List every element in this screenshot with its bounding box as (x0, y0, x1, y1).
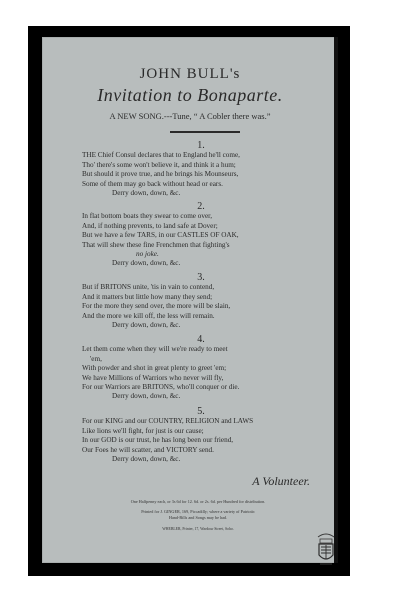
stanza-line: For our KING and our COUNTRY, RELIGION and LAWS (82, 417, 254, 426)
footer-price: One Halfpenny each, or 3s 6d for 12. 6d. or 2s. 6d. per Hundred for distribution. (130, 499, 266, 504)
title-rule (170, 131, 240, 133)
song-subtitle: A NEW SONG.---Tune, “ A Cobler there was.” (109, 111, 271, 121)
stanza-line: With powder and shot in great plenty to greet 'em; (82, 364, 227, 373)
stanza-line: And the more we kill off, the less will remain. (82, 311, 215, 320)
title-line-2: Invitation to Bonaparte. (97, 85, 283, 105)
stanza-line: Tho' there's some won't believe it, and think it a hum; (82, 160, 236, 169)
stanza-2 (82, 202, 320, 269)
stanza-line: THE Chief Consul declares that to England he'll come, (82, 151, 240, 160)
stanza-refrain: Derry down, down, &c. (112, 392, 181, 401)
stanza-number: 1. (197, 140, 205, 151)
footer-printer: Printed for J. GINGER, 169, Piccadilly; where a variety of Patriotic (141, 509, 255, 514)
stanza-line: Our Foes he will scatter, and VICTORY send. (82, 445, 214, 454)
stanza-line: For the more they send over, the more will be slain, (82, 302, 231, 311)
stanza-3 (82, 273, 320, 330)
title-line-1: JOHN BULL's (139, 66, 241, 82)
stanza-number: 5. (197, 406, 205, 417)
stanza-refrain: Derry down, down, &c. (112, 259, 181, 268)
stanza-line: And, if nothing prevents, to land safe at Dover; (82, 221, 218, 230)
library-stamp-icon (314, 531, 338, 569)
stanza-number: 3. (197, 272, 205, 283)
stanza-line: But if BRITONS unite, 'tis in vain to contend, (82, 283, 215, 292)
broadside-sheet (42, 37, 338, 563)
stanza-line: For our Warriors are BRITONS, who'll conquer or die. (82, 383, 240, 392)
stanza-refrain: Derry down, down, &c. (112, 189, 181, 198)
stanza-line: But should it prove true, and he brings his Mounseurs, (82, 170, 239, 179)
stanza-line: But we have a few TARS, in our CASTLES OF OAK, (82, 231, 239, 240)
stanza-4 (82, 335, 320, 402)
stanza-number: 2. (197, 201, 205, 212)
stanza-number: 4. (197, 334, 205, 345)
stanza-5 (82, 407, 320, 464)
stanza-line: 'em, (90, 354, 102, 363)
stanza-line: In flat bottom boats they swear to come over, (82, 212, 213, 221)
stanza-line: In our GOD is our trust, he has long been our friend, (82, 436, 234, 445)
stanza-refrain: Derry down, down, &c. (112, 455, 181, 464)
stanza-line: Let them come when they will we're ready to meet (82, 345, 228, 354)
stanza-line: We have Millions of Warriors who never will fly, (82, 373, 224, 382)
stanza-line: That will shew these fine Frenchmen that fighting's (82, 240, 230, 249)
stanza-1 (82, 141, 320, 198)
author-signature: A Volunteer. (252, 474, 310, 488)
footer-availability: Hand-Bills and Songs may be had. (168, 515, 228, 520)
stanza-line: Like lions we'll fight, for just is our cause; (82, 426, 204, 435)
stanza-refrain: Derry down, down, &c. (112, 321, 181, 330)
stanza-line: Some of them may go back without head or ears. (82, 179, 223, 188)
footer-imprint: WHEBLER, Printer, 17, Wardour Street, Soho. (162, 527, 234, 531)
broadside-frame (28, 26, 350, 576)
stanza-line: no joke. (136, 250, 159, 259)
stanza-line: And it matters but little how many they send; (82, 292, 213, 301)
